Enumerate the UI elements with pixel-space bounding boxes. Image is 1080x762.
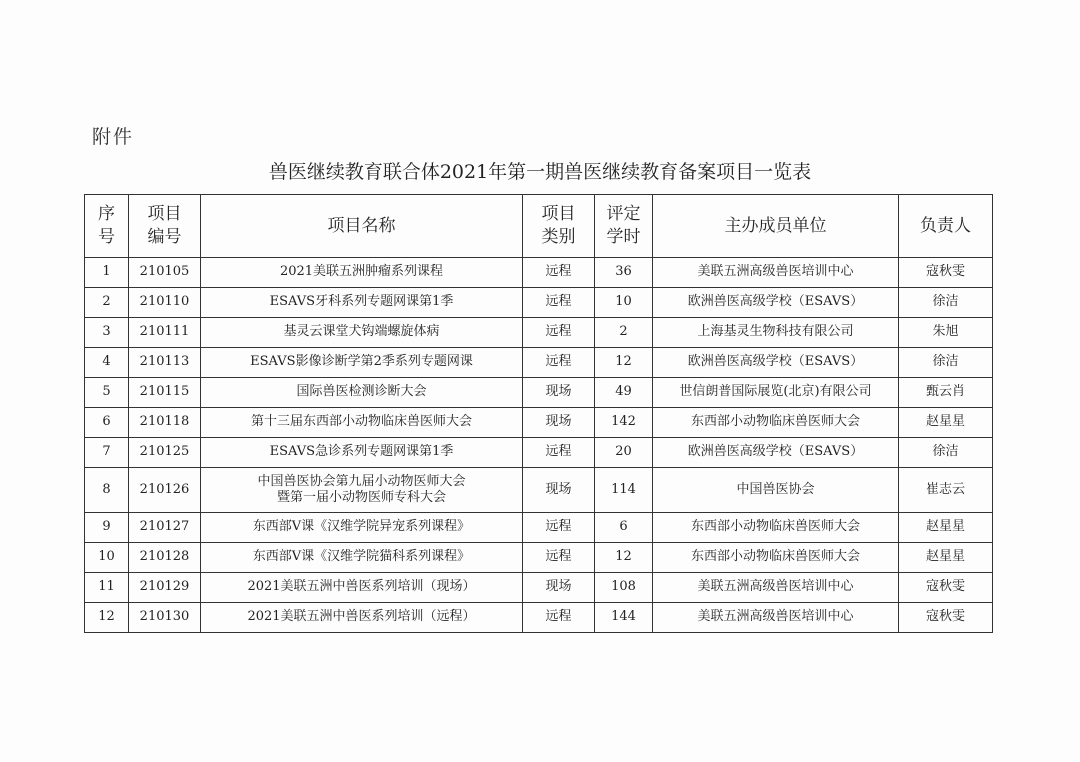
table-row	[85, 378, 993, 408]
cell-org: 欧洲兽医高级学校（ESAVS）	[653, 288, 899, 318]
cell-hours: 20	[595, 438, 653, 468]
cell-name-line1: 中国兽医协会第九届小动物医师大会	[257, 473, 466, 489]
table-row	[85, 438, 993, 468]
table-header-row	[85, 195, 993, 258]
cell-seq: 9	[85, 513, 129, 543]
cell-org: 东西部小动物临床兽医师大会	[653, 543, 899, 573]
cell-org: 欧洲兽医高级学校（ESAVS）	[653, 438, 899, 468]
cell-code: 210125	[129, 438, 201, 468]
table-row	[85, 603, 993, 633]
header-code-line1: 项目	[147, 204, 182, 225]
cell-code: 210126	[129, 468, 201, 513]
cell-name	[201, 468, 523, 513]
cell-hours: 142	[595, 408, 653, 438]
cell-seq: 3	[85, 318, 129, 348]
annex-label: 附件	[92, 126, 135, 148]
header-code	[129, 195, 201, 258]
cell-type: 远程	[523, 543, 595, 573]
cell-hours: 144	[595, 603, 653, 633]
cell-type: 远程	[523, 318, 595, 348]
cell-seq: 7	[85, 438, 129, 468]
cell-owner: 赵星星	[899, 543, 993, 573]
cell-owner: 赵星星	[899, 408, 993, 438]
cell-code: 210128	[129, 543, 201, 573]
cell-org: 东西部小动物临床兽医师大会	[653, 408, 899, 438]
header-code-line2: 编号	[147, 227, 182, 247]
cell-code: 210110	[129, 288, 201, 318]
cell-type: 现场	[523, 408, 595, 438]
table-row	[85, 258, 993, 288]
cell-code: 210118	[129, 408, 201, 438]
cell-org: 东西部小动物临床兽医师大会	[653, 513, 899, 543]
cell-code: 210130	[129, 603, 201, 633]
cell-seq: 11	[85, 573, 129, 603]
cell-name: 第十三届东西部小动物临床兽医师大会	[201, 408, 523, 438]
header-name: 项目名称	[201, 195, 523, 258]
cell-org: 世信朗普国际展览(北京)有限公司	[653, 378, 899, 408]
cell-code: 210113	[129, 348, 201, 378]
cell-name-line2: 暨第一届小动物医师专科大会	[276, 490, 446, 505]
cell-name: ESAVS影像诊断学第2季系列专题网课	[201, 348, 523, 378]
cell-org: 上海基灵生物科技有限公司	[653, 318, 899, 348]
cell-org: 美联五洲高级兽医培训中心	[653, 573, 899, 603]
cell-type: 远程	[523, 438, 595, 468]
header-seq	[85, 195, 129, 258]
header-owner: 负责人	[899, 195, 993, 258]
cell-code: 210105	[129, 258, 201, 288]
cell-type: 远程	[523, 603, 595, 633]
table-row	[85, 408, 993, 438]
cell-name: 基灵云课堂犬钩端螺旋体病	[201, 318, 523, 348]
cell-seq: 10	[85, 543, 129, 573]
cell-name: ESAVS急诊系列专题网课第1季	[201, 438, 523, 468]
cell-owner: 朱旭	[899, 318, 993, 348]
table-row	[85, 468, 993, 513]
cell-type: 远程	[523, 348, 595, 378]
cell-owner: 寇秋雯	[899, 258, 993, 288]
cell-owner: 甄云肖	[899, 378, 993, 408]
table-row	[85, 513, 993, 543]
cell-seq: 6	[85, 408, 129, 438]
cell-seq: 2	[85, 288, 129, 318]
header-seq-line2: 号	[98, 227, 115, 247]
cell-owner: 崔志云	[899, 468, 993, 513]
cell-seq: 4	[85, 348, 129, 378]
table-row	[85, 288, 993, 318]
cell-owner: 徐洁	[899, 438, 993, 468]
cell-hours: 12	[595, 543, 653, 573]
cell-hours: 10	[595, 288, 653, 318]
cell-hours: 49	[595, 378, 653, 408]
header-hours-line1: 评定	[606, 204, 641, 225]
cell-hours: 6	[595, 513, 653, 543]
cell-owner: 寇秋雯	[899, 603, 993, 633]
cell-org: 中国兽医协会	[653, 468, 899, 513]
header-hours	[595, 195, 653, 258]
cell-hours: 12	[595, 348, 653, 378]
cell-org: 欧洲兽医高级学校（ESAVS）	[653, 348, 899, 378]
cell-type: 远程	[523, 288, 595, 318]
cell-name: 东西部V课《汉维学院猫科系列课程》	[201, 543, 523, 573]
cell-code: 210115	[129, 378, 201, 408]
header-org: 主办成员单位	[653, 195, 899, 258]
cell-name: 东西部V课《汉维学院异宠系列课程》	[201, 513, 523, 543]
cell-owner: 徐洁	[899, 348, 993, 378]
cell-code: 210127	[129, 513, 201, 543]
table-row	[85, 348, 993, 378]
header-seq-line1: 序	[98, 204, 115, 225]
cell-org: 美联五洲高级兽医培训中心	[653, 603, 899, 633]
cell-type: 远程	[523, 258, 595, 288]
cell-seq: 5	[85, 378, 129, 408]
cell-type: 现场	[523, 573, 595, 603]
header-type	[523, 195, 595, 258]
cell-seq: 1	[85, 258, 129, 288]
cell-name: 2021美联五洲肿瘤系列课程	[201, 258, 523, 288]
cell-name: 国际兽医检测诊断大会	[201, 378, 523, 408]
cell-name: ESAVS牙科系列专题网课第1季	[201, 288, 523, 318]
cell-name: 2021美联五洲中兽医系列培训（远程）	[201, 603, 523, 633]
cell-hours: 114	[595, 468, 653, 513]
cell-owner: 赵星星	[899, 513, 993, 543]
project-table	[84, 194, 993, 633]
cell-owner: 徐洁	[899, 288, 993, 318]
cell-hours: 2	[595, 318, 653, 348]
header-type-line1: 项目	[541, 204, 576, 225]
cell-org: 美联五洲高级兽医培训中心	[653, 258, 899, 288]
cell-hours: 108	[595, 573, 653, 603]
cell-owner: 寇秋雯	[899, 573, 993, 603]
cell-hours: 36	[595, 258, 653, 288]
cell-code: 210111	[129, 318, 201, 348]
cell-code: 210129	[129, 573, 201, 603]
table-row	[85, 573, 993, 603]
cell-seq: 12	[85, 603, 129, 633]
header-hours-line2: 学时	[606, 227, 641, 247]
cell-type: 现场	[523, 468, 595, 513]
table-row	[85, 318, 993, 348]
table-row	[85, 543, 993, 573]
cell-name: 2021美联五洲中兽医系列培训（现场）	[201, 573, 523, 603]
cell-type: 现场	[523, 378, 595, 408]
header-type-line2: 类别	[541, 227, 576, 247]
cell-type: 远程	[523, 513, 595, 543]
cell-seq: 8	[85, 468, 129, 513]
document-title: 兽医继续教育联合体2021年第一期兽医继续教育备案项目一览表	[268, 161, 812, 183]
